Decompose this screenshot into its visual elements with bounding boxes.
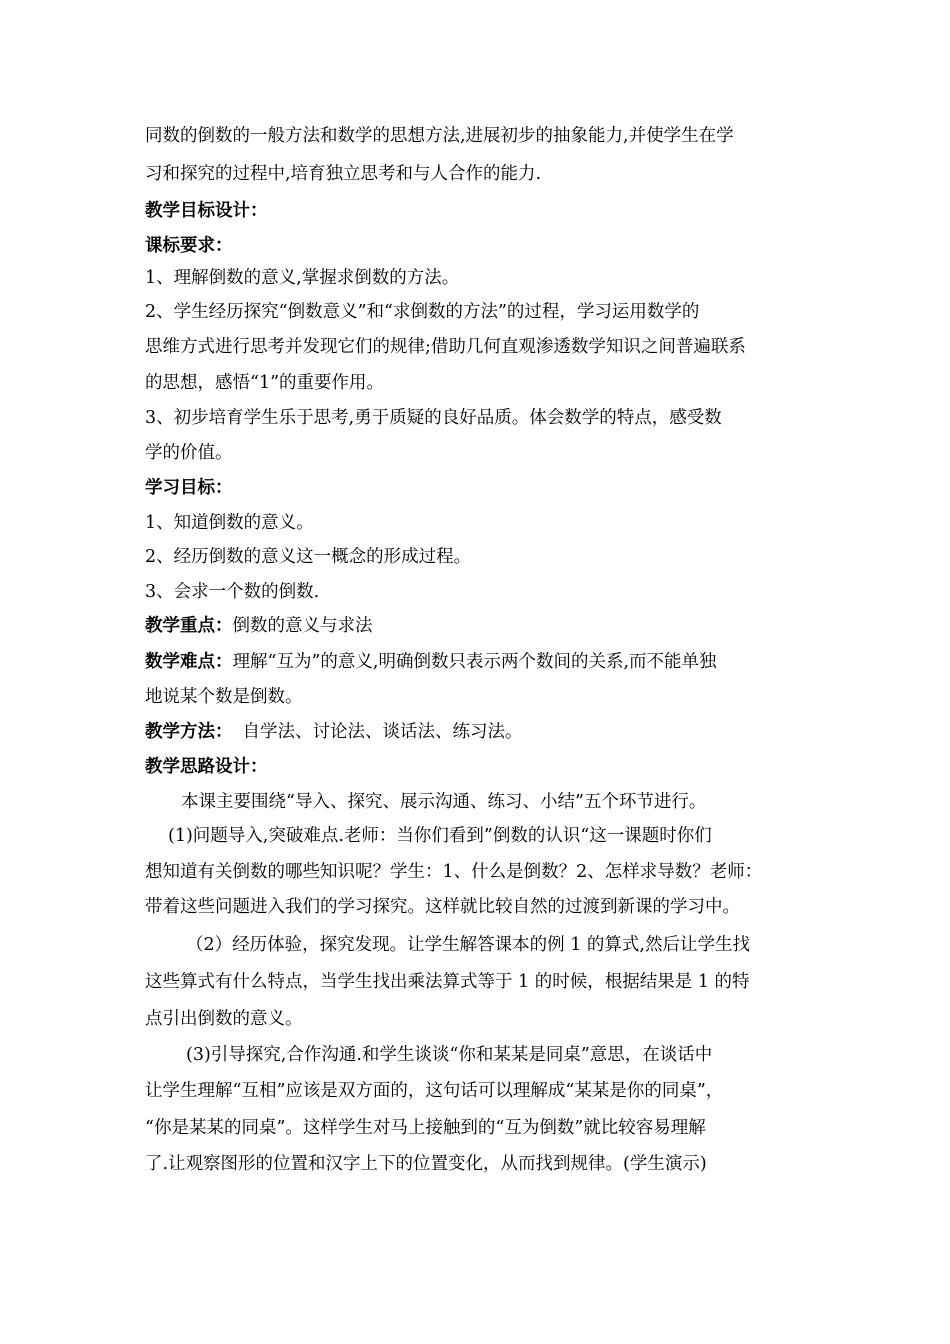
standard-item-2-line-3: 的思想，感悟“1”的重要作用。 [145,373,385,393]
idea-p1-line-3: 带着这些问题进入我们的学习探究。这样就比较自然的过渡到新课的学习中。 [145,897,740,917]
idea-p3-line-2: 让学生理解“互相”应该是双方面的，这句话可以理解成“某某是你的同桌”， [145,1081,724,1101]
intro-line-2: 习和探究的过程中,培育独立思考和与人合作的能力. [145,164,542,184]
difficulty-line-1 [145,650,717,674]
section-heading-design: 教学目标设计： [145,201,268,221]
standard-item-2-line-1: 2、学生经历探究“倒数意义”和“求倒数的方法”的过程，学习运用数学的 [145,302,700,322]
method-text: 自学法、讨论法、谈话法、练习法。 [242,722,523,742]
difficulty-text-1: 理解“互为”的意义,明确倒数只表示两个数间的关系,而不能单独 [232,652,717,672]
idea-p3-line-1: (3)引导探究,合作沟通.和学生谈谈“你和某某是同桌”意思，在谈话中 [186,1045,713,1065]
difficulty-line-2: 地说某个数是倒数。 [145,687,303,707]
focus-text: 倒数的意义与求法 [232,616,373,636]
learning-item-3: 3、会求一个数的倒数. [145,582,320,602]
standard-item-3-line-2: 学的价值。 [145,443,233,463]
standard-item-2-line-2: 思维方式进行思考并发现它们的规律;借助几何直观渗透数学知识之间普遍联系 [145,337,746,357]
learning-item-1: 1、知道倒数的意义。 [145,513,314,533]
difficulty-label: 数学难点： [145,652,233,672]
intro-line-1: 同数的倒数的一般方法和数学的思想方法,进展初步的抽象能力,并使学生在学 [145,126,734,146]
idea-p1-line-2: 想知道有关倒数的哪些知识呢？学生：1、什么是倒数？2、怎样求导数？老师： [145,862,763,882]
idea-p2-line-1: （2）经历体验，探究发现。让学生解答课本的例 1 的算式,然后让学生找 [186,935,750,955]
idea-p3-line-3: “你是某某的同桌”。这样学生对马上接触到的“互为倒数”就比较容易理解 [145,1118,706,1138]
section-heading-learning: 学习目标： [145,478,233,498]
standard-item-3-line-1: 3、初步培育学生乐于思考,勇于质疑的良好品质。体会数学的特点，感受数 [145,408,722,428]
idea-p1-line-1: (1)问题导入,突破难点.老师：当你们看到”倒数的认识“这一课题时你们 [168,826,712,846]
section-heading-idea: 教学思路设计： [145,757,268,777]
section-heading-standard: 课标要求： [145,236,233,256]
standard-item-1: 1、理解倒数的意义,掌握求倒数的方法。 [145,268,460,288]
idea-p2-line-2: 这些算式有什么特点，当学生找出乘法算式等于 1 的时候，根据结果是 1 的特 [145,972,750,992]
focus-line [145,614,373,638]
idea-paragraph-0: 本课主要围绕“导入、探究、展示沟通、练习、小结”五个环节进行。 [181,792,707,812]
method-line [145,720,523,744]
learning-item-2: 2、经历倒数的意义这一概念的形成过程。 [145,547,472,567]
method-label: 教学方法： [145,722,233,742]
focus-label: 教学重点： [145,616,233,636]
idea-p3-line-4: 了.让观察图形的位置和汉字上下的位置变化，从而找到规律。(学生演示) [145,1154,707,1174]
idea-p2-line-3: 点引出倒数的意义。 [145,1009,303,1029]
